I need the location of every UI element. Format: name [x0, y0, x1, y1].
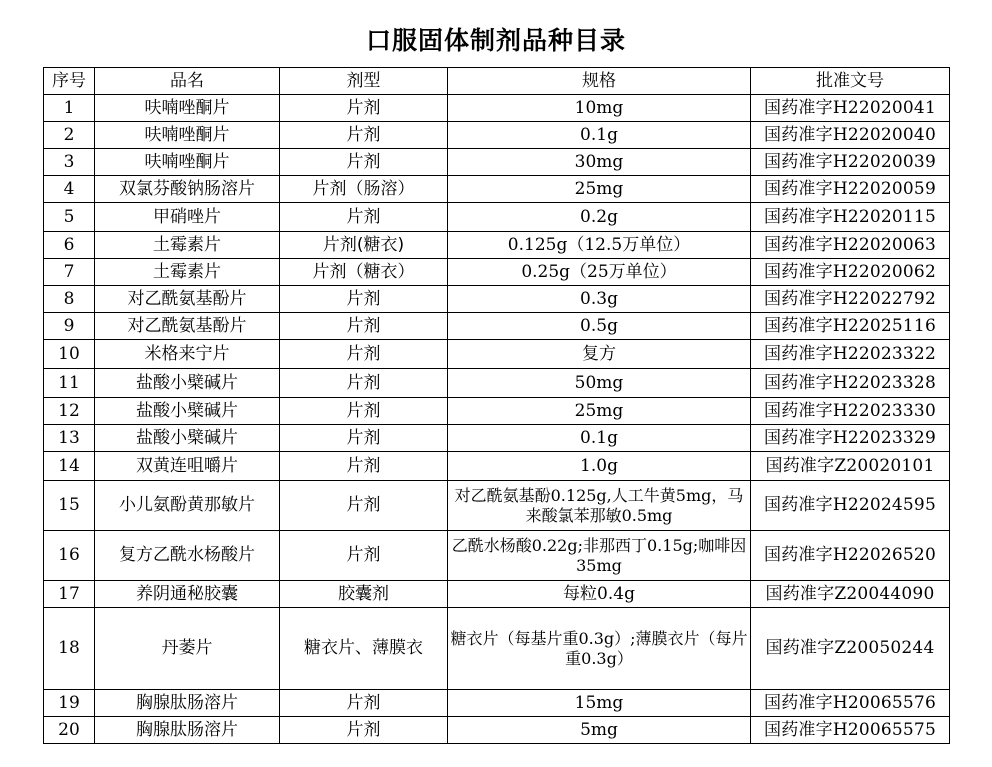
- cell-approval: 国药准字H22020041: [751, 95, 950, 122]
- cell-spec: 对乙酰氨基酚0.125g,人工牛黄5mg，马来酸氯苯那敏0.5mg: [448, 481, 751, 531]
- cell-no: 13: [44, 425, 95, 452]
- cell-form: 片剂: [280, 286, 448, 313]
- table-row: [44, 122, 950, 149]
- cell-approval: 国药准字H22026520: [751, 531, 950, 581]
- cell-spec: 0.1g: [448, 425, 751, 452]
- cell-spec: 15mg: [448, 690, 751, 717]
- table-row: [44, 369, 950, 398]
- cell-name: 胸腺肽肠溶片: [95, 717, 280, 744]
- cell-name: 对乙酰氨基酚片: [95, 286, 280, 313]
- cell-spec: 10mg: [448, 95, 751, 122]
- cell-name: 丹萎片: [95, 608, 280, 690]
- cell-form: 片剂: [280, 452, 448, 481]
- cell-no: 18: [44, 608, 95, 690]
- col-header-name: 品名: [95, 68, 280, 95]
- cell-name: 小儿氨酚黄那敏片: [95, 481, 280, 531]
- cell-name: 盐酸小檗碱片: [95, 369, 280, 398]
- table-row: [44, 95, 950, 122]
- cell-approval: 国药准字Z20020101: [751, 452, 950, 481]
- cell-name: 胸腺肽肠溶片: [95, 690, 280, 717]
- cell-no: 4: [44, 176, 95, 203]
- cell-spec: 0.3g: [448, 286, 751, 313]
- cell-spec: 5mg: [448, 717, 751, 744]
- col-header-approval: 批准文号: [751, 68, 950, 95]
- cell-approval: 国药准字H22020115: [751, 203, 950, 232]
- cell-name: 米格来宁片: [95, 340, 280, 369]
- cell-form: 胶囊剂: [280, 581, 448, 608]
- cell-name: 盐酸小檗碱片: [95, 425, 280, 452]
- cell-spec: 0.1g: [448, 122, 751, 149]
- cell-no: 2: [44, 122, 95, 149]
- cell-no: 10: [44, 340, 95, 369]
- drug-catalog-table: [43, 67, 950, 744]
- table-row: [44, 398, 950, 425]
- cell-approval: 国药准字H22020040: [751, 122, 950, 149]
- header-row: [44, 68, 950, 95]
- cell-name: 呋喃唑酮片: [95, 122, 280, 149]
- cell-name: 盐酸小檗碱片: [95, 398, 280, 425]
- cell-no: 20: [44, 717, 95, 744]
- cell-no: 8: [44, 286, 95, 313]
- cell-name: 双氯芬酸钠肠溶片: [95, 176, 280, 203]
- cell-approval: 国药准字H22020039: [751, 149, 950, 176]
- cell-approval: 国药准字H22023329: [751, 425, 950, 452]
- cell-form: 片剂（肠溶）: [280, 176, 448, 203]
- cell-spec: 50mg: [448, 369, 751, 398]
- cell-spec: 0.25g（25万单位）: [448, 259, 751, 286]
- col-header-no: 序号: [44, 68, 95, 95]
- cell-form: 片剂: [280, 398, 448, 425]
- cell-spec: 乙酰水杨酸0.22g;非那西丁0.15g;咖啡因35mg: [448, 531, 751, 581]
- cell-approval: 国药准字H22025116: [751, 313, 950, 340]
- col-header-form: 剂型: [280, 68, 448, 95]
- col-header-spec: 规格: [448, 68, 751, 95]
- cell-form: 片剂: [280, 481, 448, 531]
- cell-approval: 国药准字H22020059: [751, 176, 950, 203]
- table-row: [44, 340, 950, 369]
- table-row: [44, 149, 950, 176]
- cell-spec: 25mg: [448, 176, 751, 203]
- cell-name: 甲硝唑片: [95, 203, 280, 232]
- table-body: [44, 95, 950, 744]
- page-title: 口服固体制剂品种目录: [365, 26, 626, 55]
- cell-no: 1: [44, 95, 95, 122]
- cell-form: 片剂: [280, 340, 448, 369]
- cell-approval: 国药准字H22023328: [751, 369, 950, 398]
- cell-spec: 每粒0.4g: [448, 581, 751, 608]
- cell-spec: 0.2g: [448, 203, 751, 232]
- table-row: [44, 481, 950, 531]
- cell-form: 片剂: [280, 369, 448, 398]
- cell-no: 11: [44, 369, 95, 398]
- cell-name: 对乙酰氨基酚片: [95, 313, 280, 340]
- cell-no: 6: [44, 232, 95, 259]
- cell-approval: 国药准字H22023322: [751, 340, 950, 369]
- cell-form: 片剂(糖衣): [280, 232, 448, 259]
- table-row: [44, 232, 950, 259]
- cell-name: 土霉素片: [95, 232, 280, 259]
- table-row: [44, 452, 950, 481]
- cell-name: 双黄连咀嚼片: [95, 452, 280, 481]
- cell-approval: 国药准字H22020062: [751, 259, 950, 286]
- cell-name: 呋喃唑酮片: [95, 95, 280, 122]
- cell-no: 17: [44, 581, 95, 608]
- cell-no: 15: [44, 481, 95, 531]
- cell-form: 片剂: [280, 149, 448, 176]
- cell-name: 复方乙酰水杨酸片: [95, 531, 280, 581]
- cell-form: 片剂: [280, 203, 448, 232]
- cell-form: 片剂: [280, 690, 448, 717]
- table-row: [44, 259, 950, 286]
- cell-spec: 0.5g: [448, 313, 751, 340]
- cell-approval: 国药准字H22023330: [751, 398, 950, 425]
- cell-form: 片剂: [280, 531, 448, 581]
- cell-form: 糖衣片、薄膜衣: [280, 608, 448, 690]
- cell-no: 5: [44, 203, 95, 232]
- cell-name: 养阴通秘胶囊: [95, 581, 280, 608]
- cell-approval: 国药准字H22020063: [751, 232, 950, 259]
- cell-approval: 国药准字Z20050244: [751, 608, 950, 690]
- cell-no: 12: [44, 398, 95, 425]
- table-row: [44, 286, 950, 313]
- cell-spec: 25mg: [448, 398, 751, 425]
- cell-approval: 国药准字H22022792: [751, 286, 950, 313]
- cell-form: 片剂: [280, 122, 448, 149]
- cell-approval: 国药准字H22024595: [751, 481, 950, 531]
- table-row: [44, 425, 950, 452]
- table-row: [44, 176, 950, 203]
- cell-spec: 糖衣片（每基片重0.3g）;薄膜衣片（每片重0.3g）: [448, 608, 751, 690]
- cell-no: 7: [44, 259, 95, 286]
- cell-no: 14: [44, 452, 95, 481]
- cell-name: 土霉素片: [95, 259, 280, 286]
- table-row: [44, 608, 950, 690]
- cell-spec: 1.0g: [448, 452, 751, 481]
- table-row: [44, 313, 950, 340]
- cell-no: 3: [44, 149, 95, 176]
- cell-approval: 国药准字Z20044090: [751, 581, 950, 608]
- table-row: [44, 581, 950, 608]
- cell-no: 16: [44, 531, 95, 581]
- cell-approval: 国药准字H20065575: [751, 717, 950, 744]
- cell-no: 9: [44, 313, 95, 340]
- cell-approval: 国药准字H20065576: [751, 690, 950, 717]
- cell-spec: 0.125g（12.5万单位）: [448, 232, 751, 259]
- table-row: [44, 531, 950, 581]
- cell-no: 19: [44, 690, 95, 717]
- cell-spec: 复方: [448, 340, 751, 369]
- cell-form: 片剂（糖衣）: [280, 259, 448, 286]
- cell-form: 片剂: [280, 425, 448, 452]
- table-row: [44, 690, 950, 717]
- cell-name: 呋喃唑酮片: [95, 149, 280, 176]
- cell-form: 片剂: [280, 95, 448, 122]
- cell-form: 片剂: [280, 313, 448, 340]
- cell-form: 片剂: [280, 717, 448, 744]
- table-row: [44, 203, 950, 232]
- cell-spec: 30mg: [448, 149, 751, 176]
- table-row: [44, 717, 950, 744]
